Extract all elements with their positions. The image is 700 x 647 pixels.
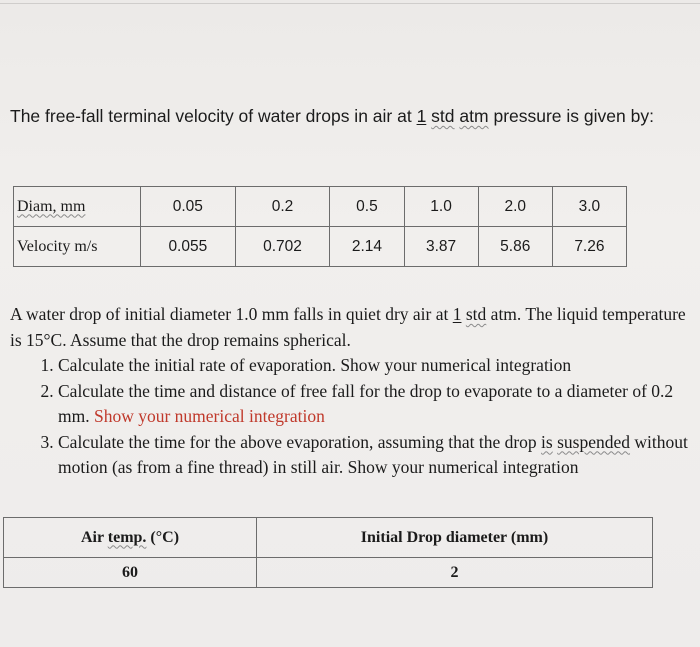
- intro-text: The free-fall terminal velocity of water drops in air at: [10, 106, 417, 126]
- intro-paragraph: [10, 104, 690, 129]
- diam-cell: 0.05: [141, 187, 236, 227]
- table-row: [14, 187, 627, 227]
- air-temp-value: 60: [4, 558, 257, 588]
- question-item-1: 1. Calculate the initial rate of evaporation. Show your numerical integration: [58, 353, 690, 379]
- red-instruction: Show your numerical integration: [93, 406, 325, 426]
- velocity-cell: 0.055: [141, 227, 236, 267]
- intro-atm: atm: [459, 106, 489, 126]
- table-row: [4, 558, 653, 588]
- top-divider: [0, 3, 700, 4]
- drop-diameter-value: 2: [257, 558, 653, 588]
- velocity-cell: 7.26: [552, 227, 626, 267]
- question-list: [10, 353, 690, 481]
- air-temp-header: Air temp. (°C): [4, 518, 257, 558]
- parameters-table: [3, 517, 653, 588]
- question-item-2: 2. Calculate the time and distance of free fall for the drop to evaporate to a diameter of 0.2 mm. Show your numerical integration: [58, 379, 690, 430]
- problem-statement: [10, 302, 690, 481]
- diam-cell: 2.0: [478, 187, 552, 227]
- diam-cell: 0.5: [330, 187, 404, 227]
- velocity-cell: 2.14: [330, 227, 404, 267]
- drop-diameter-header: Initial Drop diameter (mm): [257, 518, 653, 558]
- question-item-3: 3. Calculate the time for the above evaporation, assuming that the drop is suspended without motion (as from a fine thread) in still air. Show your numerical integration: [58, 430, 690, 481]
- table-row: [4, 518, 653, 558]
- velocity-table: [13, 186, 627, 267]
- diam-cell: 3.0: [552, 187, 626, 227]
- diam-cell: 0.2: [235, 187, 330, 227]
- intro-std: std: [431, 106, 455, 126]
- diam-cell: 1.0: [404, 187, 478, 227]
- table-row: [14, 227, 627, 267]
- velocity-header: Velocity m/s: [14, 227, 141, 267]
- intro-pressure-value: 1: [416, 106, 427, 126]
- problem-intro: A water drop of initial diameter 1.0 mm falls in quiet dry air at 1 std atm. The liquid temperature is 15°C. Assume that the drop remains spherical.: [10, 304, 686, 350]
- diam-header: Diam, mm: [14, 187, 141, 227]
- velocity-cell: 3.87: [404, 227, 478, 267]
- velocity-cell: 0.702: [235, 227, 330, 267]
- intro-text-end: pressure is given by:: [488, 106, 654, 126]
- velocity-cell: 5.86: [478, 227, 552, 267]
